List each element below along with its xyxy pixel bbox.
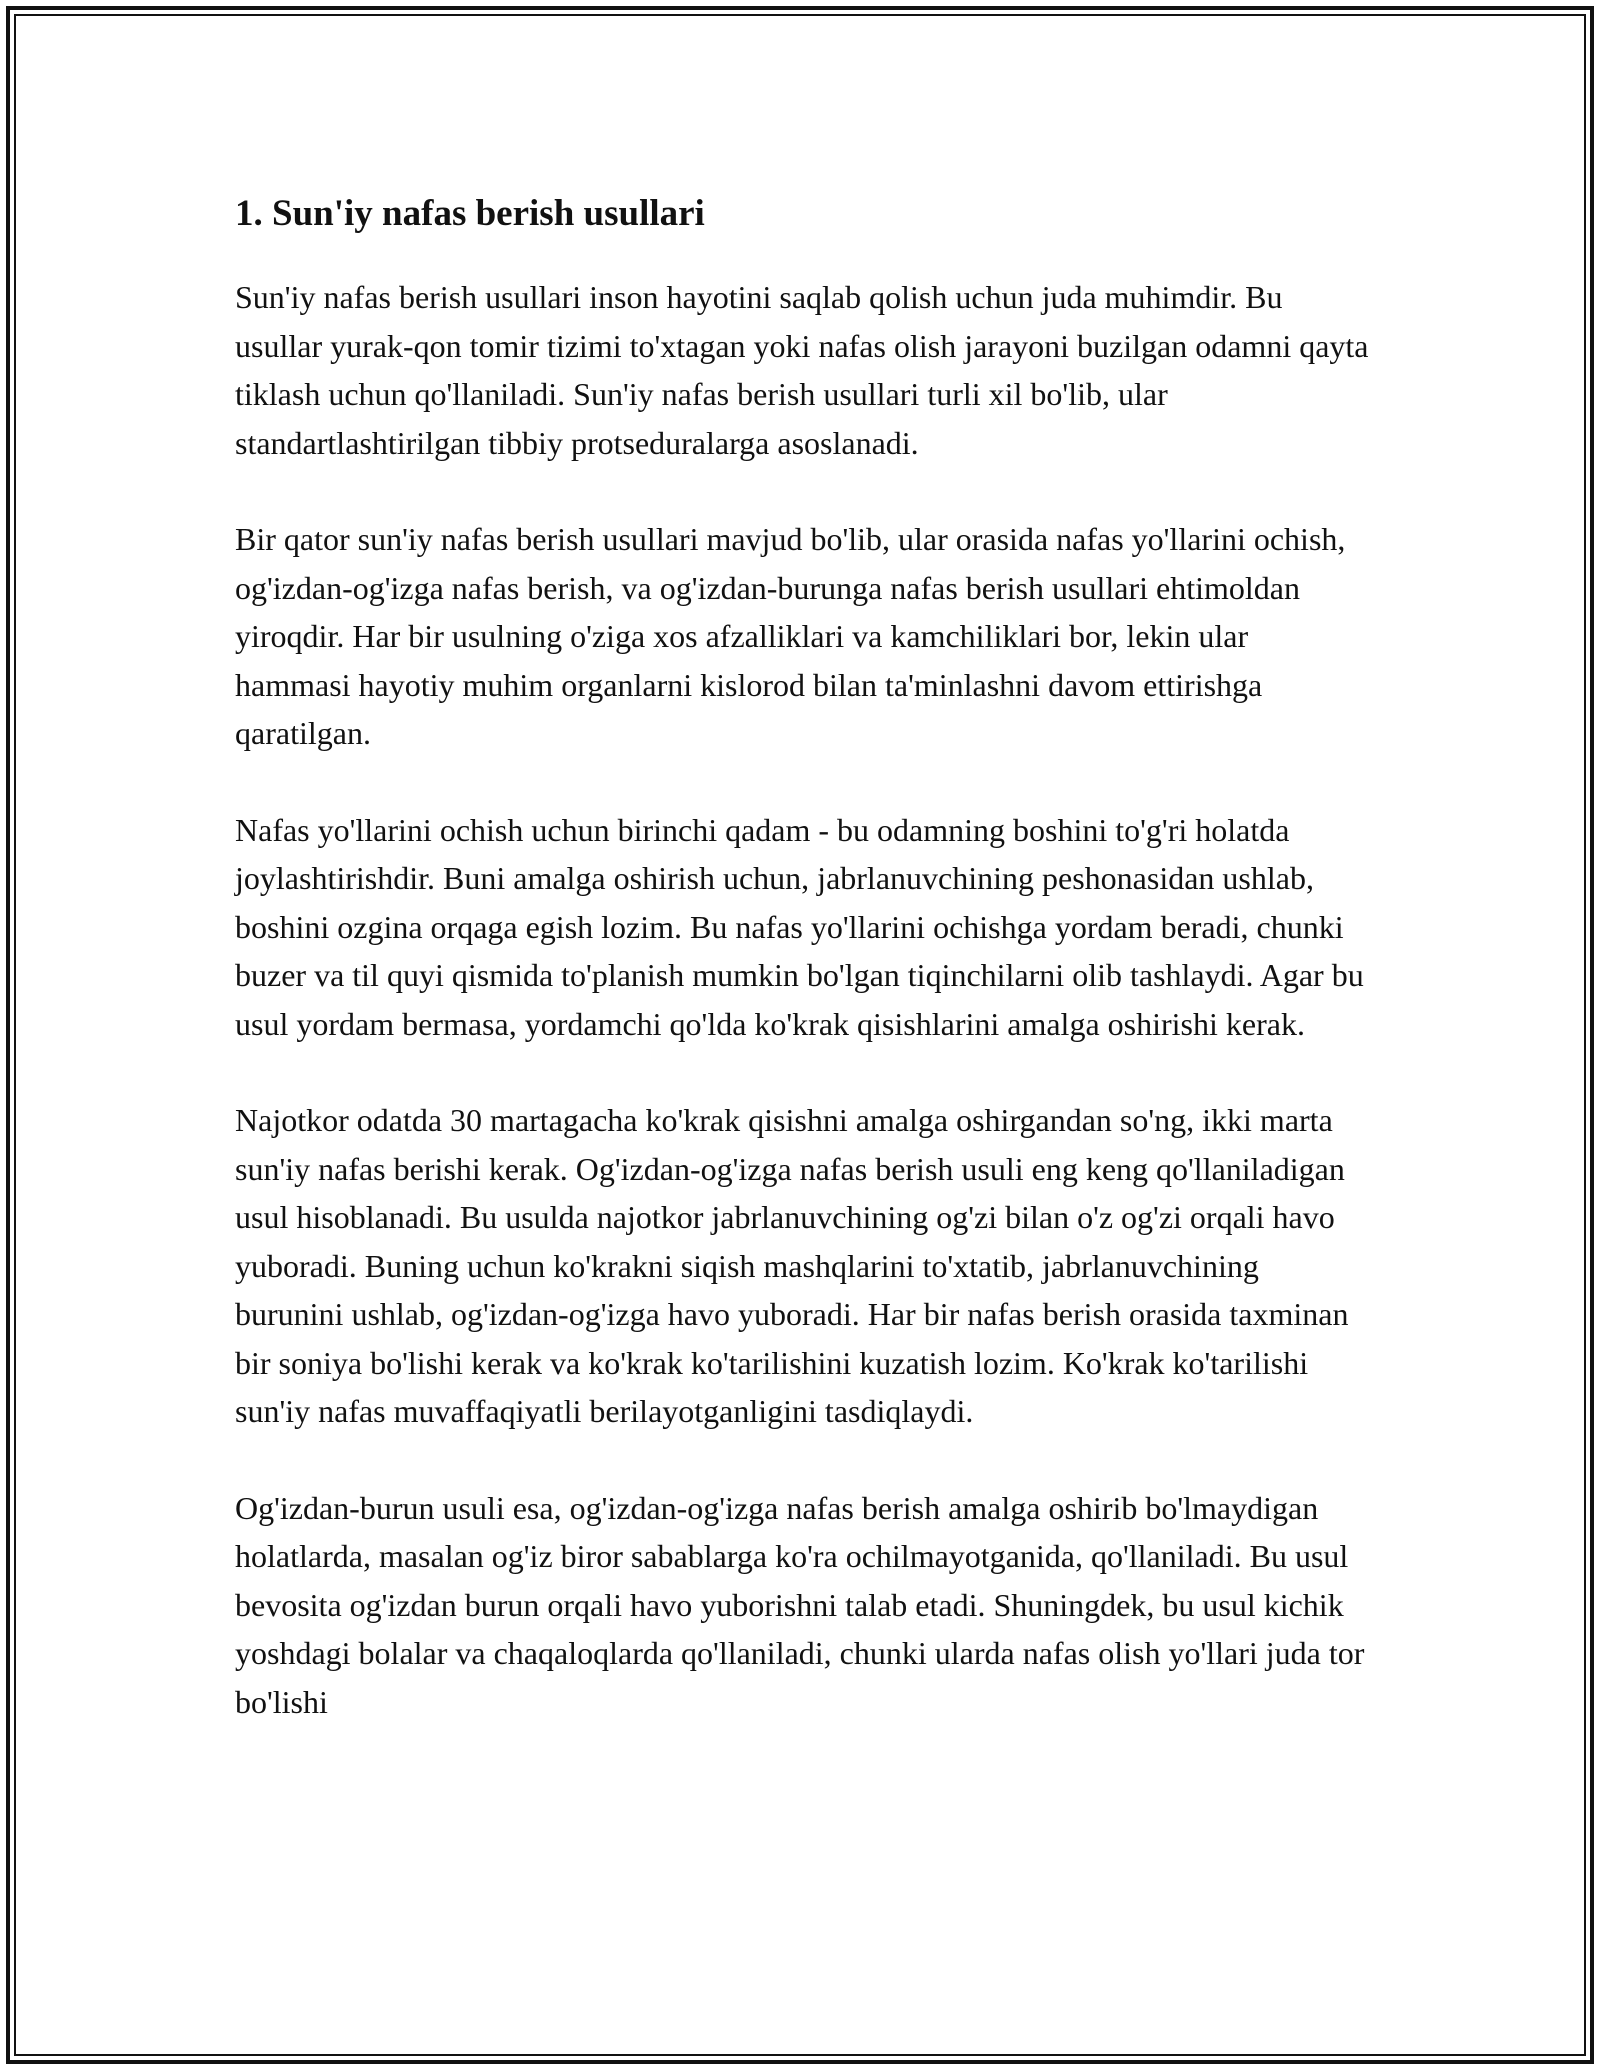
paragraph-1: Sun'iy nafas berish usullari inson hayotini saqlab qolish uchun juda muhimdir. Bu usullar yurak-qon tomir tizimi to'xtagan yoki nafas olish jarayoni buzilgan odamni qayta tiklash uchun qo'llaniladi. Sun'iy nafas berish usullari turli xil bo'lib, ular standartlashtirilgan tibbiy protseduralarga asoslanadi. — [235, 279, 1369, 461]
paragraph-2: Bir qator sun'iy nafas berish usullari mavjud bo'lib, ular orasida nafas yo'llarini ochish, og'izdan-og'izga nafas berish, va og'izdan-burunga nafas berish usullari ehtimoldan yiroqdir. Har bir usulning o'ziga xos afzalliklari va kamchiliklari bor, lekin ular hammasi hayotiy muhim organlarni kislorod bilan ta'minlashni davom ettirishga qaratilgan. — [235, 521, 1346, 751]
page-title: 1. Sun'iy nafas berish usullari — [235, 193, 705, 234]
document-body — [235, 185, 1370, 1774]
paragraph-4: Najotkor odatda 30 martagacha ko'krak qisishni amalga oshirgandan so'ng, ikki marta sun'iy nafas berishi kerak. Og'izdan-og'izga nafas berish usuli eng keng qo'llaniladigan usul hisoblanadi. Bu usulda najotkor jabrlanuvchining og'zi bilan o'z og'zi orqali havo yuboradi. Buning uchun ko'krakni siqish mashqlarini to'xtatib, jabrlanuvchining burunini ushlab, og'izdan-og'izga havo yuboradi. Har bir nafas berish orasida taxminan bir soniya bo'lishi kerak va ko'krak ko'tarilishini kuzatish lozim. Ko'krak ko'tarilishi sun'iy nafas muvaffaqiyatli berilayotganligini tasdiqlaydi. — [235, 1102, 1349, 1429]
paragraph-5: Og'izdan-burun usuli esa, og'izdan-og'izga nafas berish amalga oshirib bo'lmaydigan holatlarda, masalan og'iz biror sabablarga ko'ra ochilmayotganida, qo'llaniladi. Bu usul bevosita og'izdan burun orqali havo yuborishni talab etadi. Shuningdek, bu usul kichik yoshdagi bolalar va chaqaloqlarda qo'llaniladi, chunki ularda nafas olish yo'llari juda tor bo'lishi — [235, 1489, 1365, 1720]
paragraph-3: Nafas yo'llarini ochish uchun birinchi qadam - bu odamning boshini to'g'ri holatda joylashtirishdir. Buni amalga oshirish uchun, jabrlanuvchining peshonasidan ushlab, boshini ozgina orqaga egish lozim. Bu nafas yo'llarini ochishga yordam beradi, chunki buzer va til quyi qismida to'planish mumkin bo'lgan tiqinchilarni olib tashlaydi. Agar bu usul yordam bermasa, yordamchi qo'lda ko'krak qisishlarini amalga oshirishi kerak. — [235, 811, 1364, 1042]
